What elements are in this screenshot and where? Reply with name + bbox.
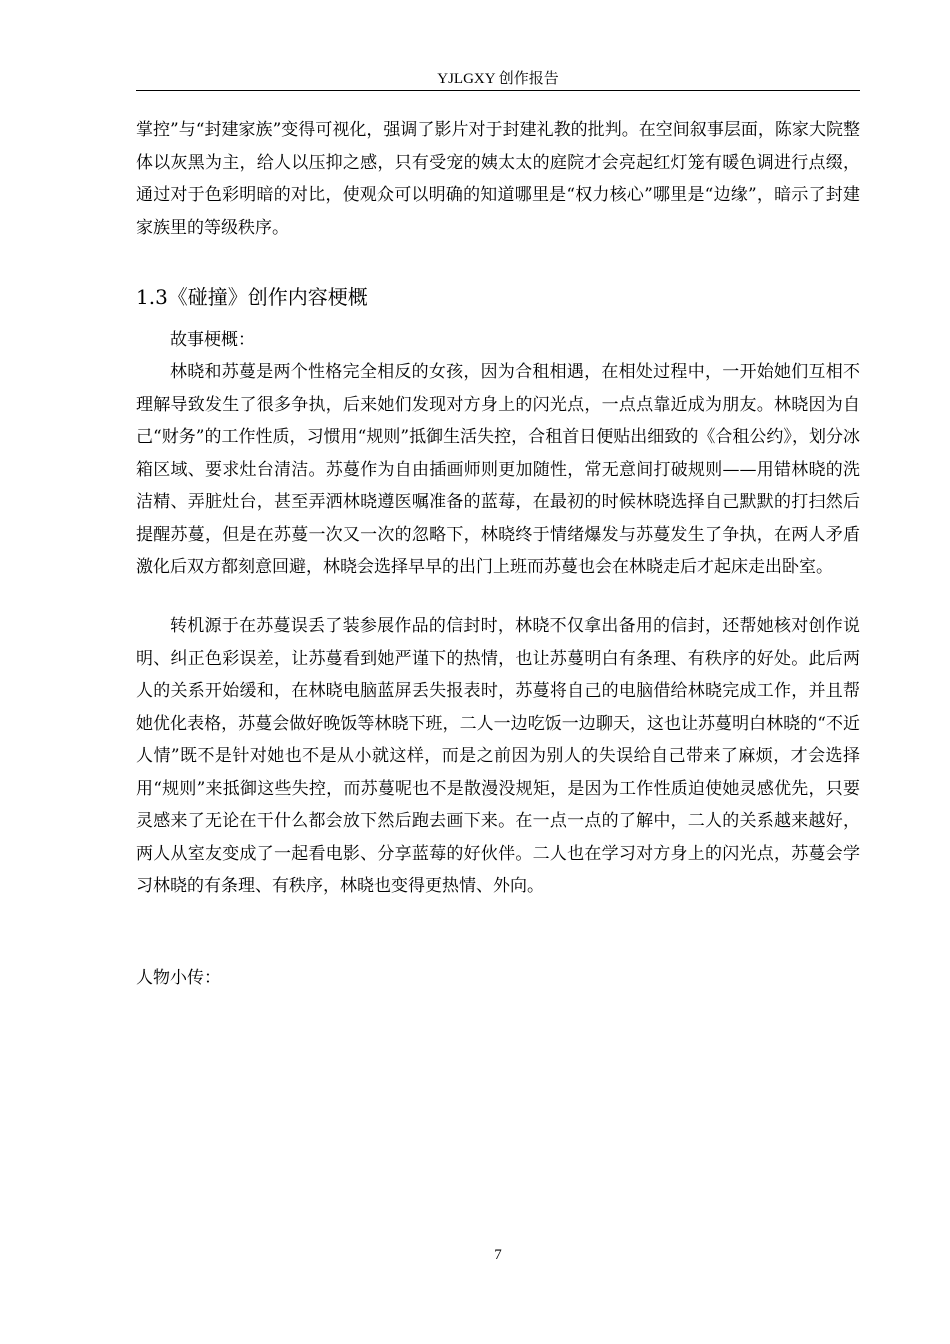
character-bio-label: 人物小传：	[136, 968, 221, 988]
intro-paragraph: 掌控”与“封建家族”变得可视化，强调了影片对于封建礼教的批判。在空间叙事层面，陈家大院整体以灰黑为主，给人以压抑之感，只有受宠的姨太太的庭院才会亮起红灯笼有暖色调进行点缀，通过对于色彩明暗的对比，使观众可以明确的知道哪里是“权力核心”哪里是“边缘”，暗示了封建家族里的等级秩序。	[136, 120, 860, 238]
story-paragraph-1: 林晓和苏蔓是两个性格完全相反的女孩，因为合租相遇，在相处过程中，一开始她们互相不理解导致发生了很多争执，后来她们发现对方身上的闪光点，一点点靠近成为朋友。林晓因为自己“财务”的工作性质，习惯用“规则”抵御生活失控，合租首日便贴出细致的《合租公约》，划分冰箱区域、要求灶台清洁。苏蔓作为自由插画师则更加随性，常无意间打破规则——用错林晓的洗洁精、弄脏灶台，甚至弄洒林晓遵医嘱准备的蓝莓，在最初的时候林晓选择自己默默的打扫然后提醒苏蔓，但是在苏蔓一次又一次的忽略下，林晓终于情绪爆发与苏蔓发生了争执，在两人矛盾激化后双方都刻意回避，林晓会选择早早的出门上班而苏蔓也会在林晓走后才起床走出卧室。	[136, 362, 860, 577]
section-heading: 1.3《碰撞》创作内容梗概	[136, 285, 368, 309]
story-paragraph-2: 转机源于在苏蔓误丢了装参展作品的信封时，林晓不仅拿出备用的信封，还帮她核对创作说明、纠正色彩误差，让苏蔓看到她严谨下的热情，也让苏蔓明白有条理、有秩序的好处。此后两人的关系开始缓和，在林晓电脑蓝屏丢失报表时，苏蔓将自己的电脑借给林晓完成工作，并且帮她优化表格，苏蔓会做好晚饭等林晓下班，二人一边吃饭一边聊天，这也让苏蔓明白林晓的“不近人情”既不是针对她也不是从小就这样，而是之前因为别人的失误给自己带来了麻烦，才会选择用“规则”来抵御这些失控，而苏蔓呢也不是散漫没规矩，是因为工作性质迫使她灵感优先，只要灵感来了无论在干什么都会放下然后跑去画下来。在一点一点的了解中，二人的关系越来越好，两人从室友变成了一起看电影、分享蓝莓的好伙伴。二人也在学习对方身上的闪光点，苏蔓会学习林晓的有条理、有秩序，林晓也变得更热情、外向。	[136, 616, 860, 896]
header-title: YJLGXY 创作报告	[437, 71, 559, 87]
header-divider	[136, 90, 860, 91]
story-outline-label: 故事梗概：	[170, 330, 255, 350]
page-number: 7	[494, 1247, 502, 1263]
